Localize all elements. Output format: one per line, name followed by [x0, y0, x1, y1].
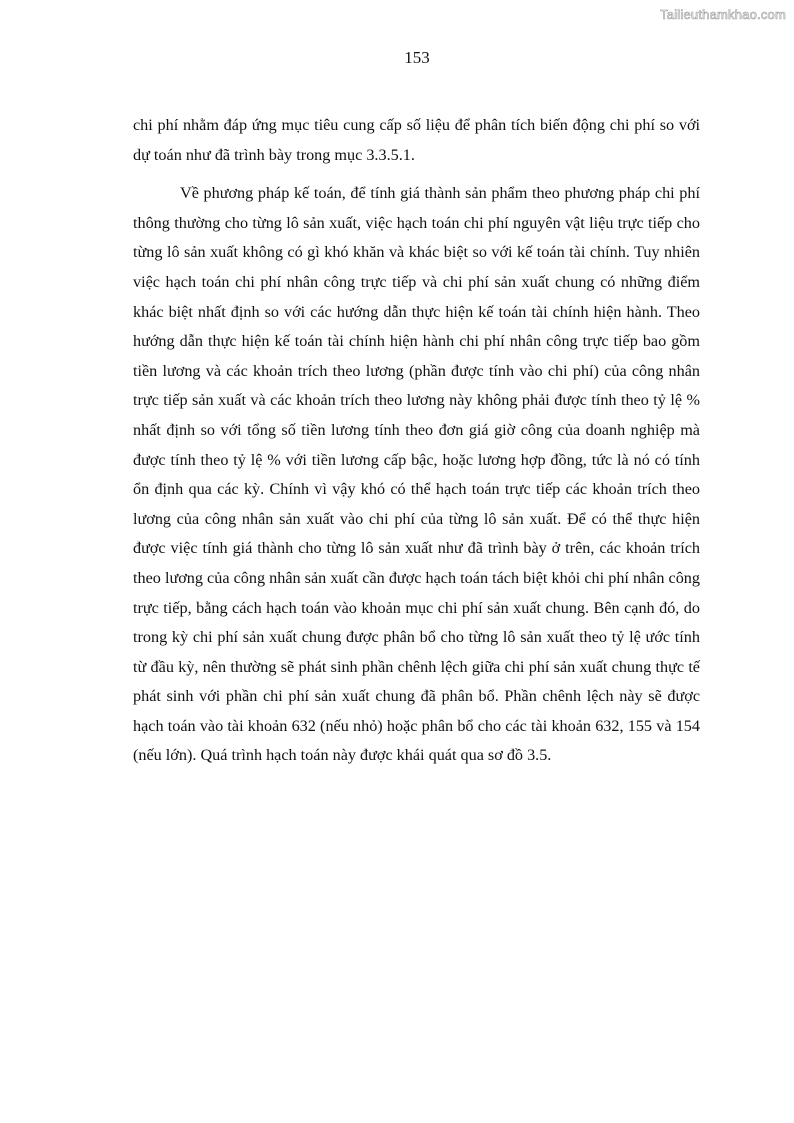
watermark: Tailieuthamkhao.com	[660, 7, 786, 22]
body-text	[133, 111, 700, 771]
paragraph-accounting-method: Về phương pháp kế toán, để tính giá thành sản phẩm theo phương pháp chi phí thông thường cho từng lô sản xuất, việc hạch toán chi phí nguyên vật liệu trực tiếp cho từng lô sản xuất không có gì khó khăn và khác biệt so với kế toán tài chính. Tuy nhiên việc hạch toán chi phí nhân công trực tiếp và chi phí sản xuất chung có những điểm khác biệt nhất định so với các hướng dẫn thực hiện kế toán tài chính hiện hành. Theo hướng dẫn thực hiện kế toán tài chính hiện hành chi phí nhân công trực tiếp bao gồm tiền lương và các khoản trích theo lương (phần được tính vào chi phí) của công nhân trực tiếp sản xuất và các khoản trích theo lương này không phải được tính theo tỷ lệ % nhất định so với tổng số tiền lương tính theo đơn giá giờ công của doanh nghiệp mà được tính theo tỷ lệ % với tiền lương cấp bậc, hoặc lương hợp đồng, tức là nó có tính ổn định qua các kỳ. Chính vì vậy khó có thể hạch toán trực tiếp các khoản trích theo lương của công nhân sản xuất vào chi phí của từng lô sản xuất. Để có thể thực hiện được việc tính giá thành cho từng lô sản xuất như đã trình bày ở trên, các khoản trích theo lương của công nhân sản xuất cần được hạch toán tách biệt khỏi chi phí nhân công trực tiếp, bằng cách hạch toán vào khoản mục chi phí sản xuất chung. Bên cạnh đó, do trong kỳ chi phí sản xuất chung được phân bổ cho từng lô sản xuất theo tỷ lệ ước tính từ đầu kỳ, nên thường sẽ phát sinh phần chênh lệch giữa chi phí sản xuất chung thực tế phát sinh với phần chi phí sản xuất chung đã phân bổ. Phần chênh lệch này sẽ được hạch toán vào tài khoản 632 (nếu nhỏ) hoặc phân bổ cho các tài khoản 632, 155 và 154 (nếu lớn). Quá trình hạch toán này được khái quát qua sơ đồ 3.5.	[133, 184, 700, 765]
paragraph-continuation: chi phí nhằm đáp ứng mục tiêu cung cấp số liệu để phân tích biến động chi phí so với dự toán như đã trình bày trong mục 3.3.5.1.	[133, 116, 700, 164]
page-number: 153	[404, 48, 430, 67]
